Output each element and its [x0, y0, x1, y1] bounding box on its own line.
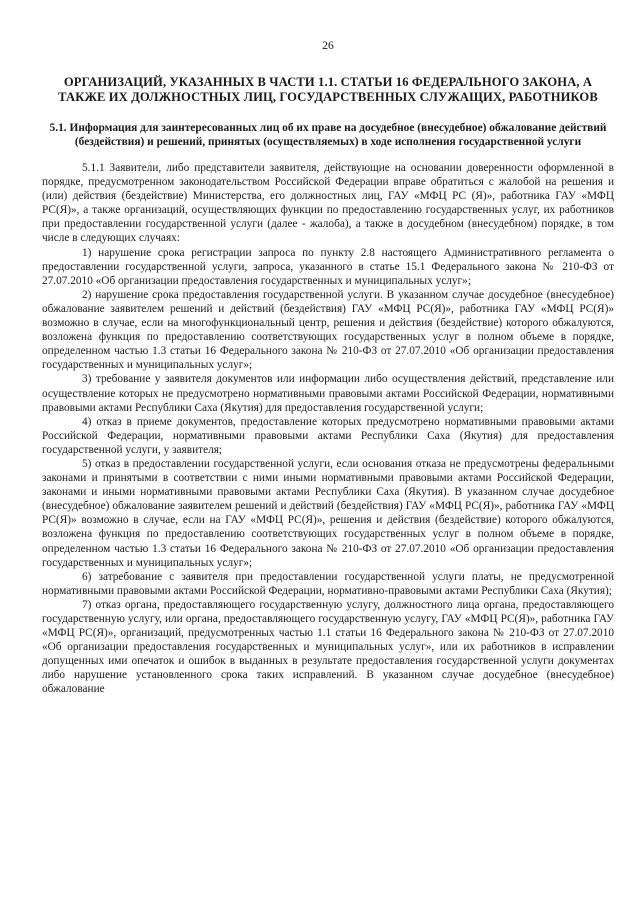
list-item-4: 4) отказ в приеме документов, предоставление которых предусмотрено нормативными правовыми актами Российской Федерации, нормативными правовыми актами Республики Саха (Якутия) для предоставления государственной услуги, у заявителя;	[42, 415, 614, 456]
list-item-6: 6) затребование с заявителя при предоставлении государственной услуги платы, не предусмотренной нормативными правовыми актами Российской Федерации, нормативно-правовыми актами Республики Саха (Якутия);	[42, 570, 614, 597]
list-item-2: 2) нарушение срока предоставления государственной услуги. В указанном случае досудебное (внесудебное) обжалование заявителем решений и действий (бездействия) ГАУ «МФЦ РС(Я)», работника ГАУ «МФЦ РС(Я)» возможно в случае, если на многофункциональный центр, решения и действия (бездействие) которого обжалуются, возложена функция по предоставлению соответствующих государственных услуг в полном объеме в порядке, определенном частью 1.3 статьи 16 Федерального закона № 210-ФЗ от 27.07.2010 «Об организации предоставления государственных и муниципальных услуг»;	[42, 288, 614, 372]
subsection-title: 5.1. Информация для заинтересованных лиц об их праве на досудебное (внесудебное) обжалование действий (бездействия) и решений, принятых (осуществляемых) в ходе исполнения государственной услуги	[49, 122, 607, 148]
list-item-1: 1) нарушение срока регистрации запроса по пункту 2.8 настоящего Административного регламента о предоставлении государственной услуги, запроса, указанного в статье 15.1 Федерального закона № 210-ФЗ от 27.07.2010 «Об организации предоставления государственных и муниципальных услуг»;	[42, 246, 614, 287]
list-item-3: 3) требование у заявителя документов или информации либо осуществления действий, представление или осуществление которых не предусмотрено нормативными правовыми актами Российской Федерации, нормативными правовыми актами Республики Саха (Якутия) для предоставления государственной услуги;	[42, 373, 614, 414]
paragraph-5-1-1: 5.1.1 Заявители, либо представители заявителя, действующие на основании доверенности оформленной в порядке, предусмотренном законодательством Российской Федерации вправе обратиться с жалобой на решения и (или) действия (бездействие) Министерства, его должностных лиц, ГАУ «МФЦ РС (Я)», работника ГАУ «МФЦ РС(Я)», а также организаций, осуществляющих функции по предоставлению государственных услуг, их работников при предоставлении государственной услуги (далее - жалоба), а также в досудебном (внесудебном) порядке, в том числе в следующих случаях:	[42, 162, 614, 245]
section-title: ОРГАНИЗАЦИЙ, УКАЗАННЫХ В ЧАСТИ 1.1. СТАТЬИ 16 ФЕДЕРАЛЬНОГО ЗАКОНА, А ТАКЖЕ ИХ ДОЛЖНОСТНЫХ ЛИЦ, ГОСУДАРСТВЕННЫХ СЛУЖАЩИХ, РАБОТНИКОВ	[58, 75, 598, 104]
list-item-7: 7) отказ органа, предоставляющего государственную услугу, должностного лица органа, предоставляющего государственную услугу, или органа, предоставляющего государственную услугу, ГАУ «МФЦ РС(Я)», работника ГАУ «МФЦ РС(Я)», организаций, предусмотренных частью 1.1 статьи 16 Федерального закона № 210-ФЗ от 27.07.2010 «Об организации предоставления государственных и муниципальных услуг», или их работников в исправлении допущенных ими опечаток и ошибок в выданных в результате предоставления государственной услуги документах либо нарушение установленного срока таких исправлений. В указанном случае досудебное (внесудебное) обжалование	[42, 598, 614, 696]
list-item-5: 5) отказ в предоставлении государственной услуги, если основания отказа не предусмотрены федеральными законами и принятыми в соответствии с ними иными нормативными правовыми актами Российской Федерации, законами и иными нормативными правовыми актами Республики Саха (Якутия). В указанном случае досудебное (внесудебное) обжалование заявителем решений и действий (бездействия) ГАУ «МФЦ РС(Я)», работника ГАУ «МФЦ РС(Я)» возможно в случае, если на ГАУ «МФЦ РС(Я)», решения и действия (бездействие) которого обжалуются, возложена функция по предоставлению соответствующих государственных услуг в полном объеме в порядке, определенном частью 1.3 статьи 16 Федерального закона № 210-ФЗ от 27.07.2010 «Об организации предоставления государственных и муниципальных услуг»;	[42, 457, 614, 569]
body-text	[42, 161, 614, 697]
page-number: 26	[322, 40, 334, 52]
